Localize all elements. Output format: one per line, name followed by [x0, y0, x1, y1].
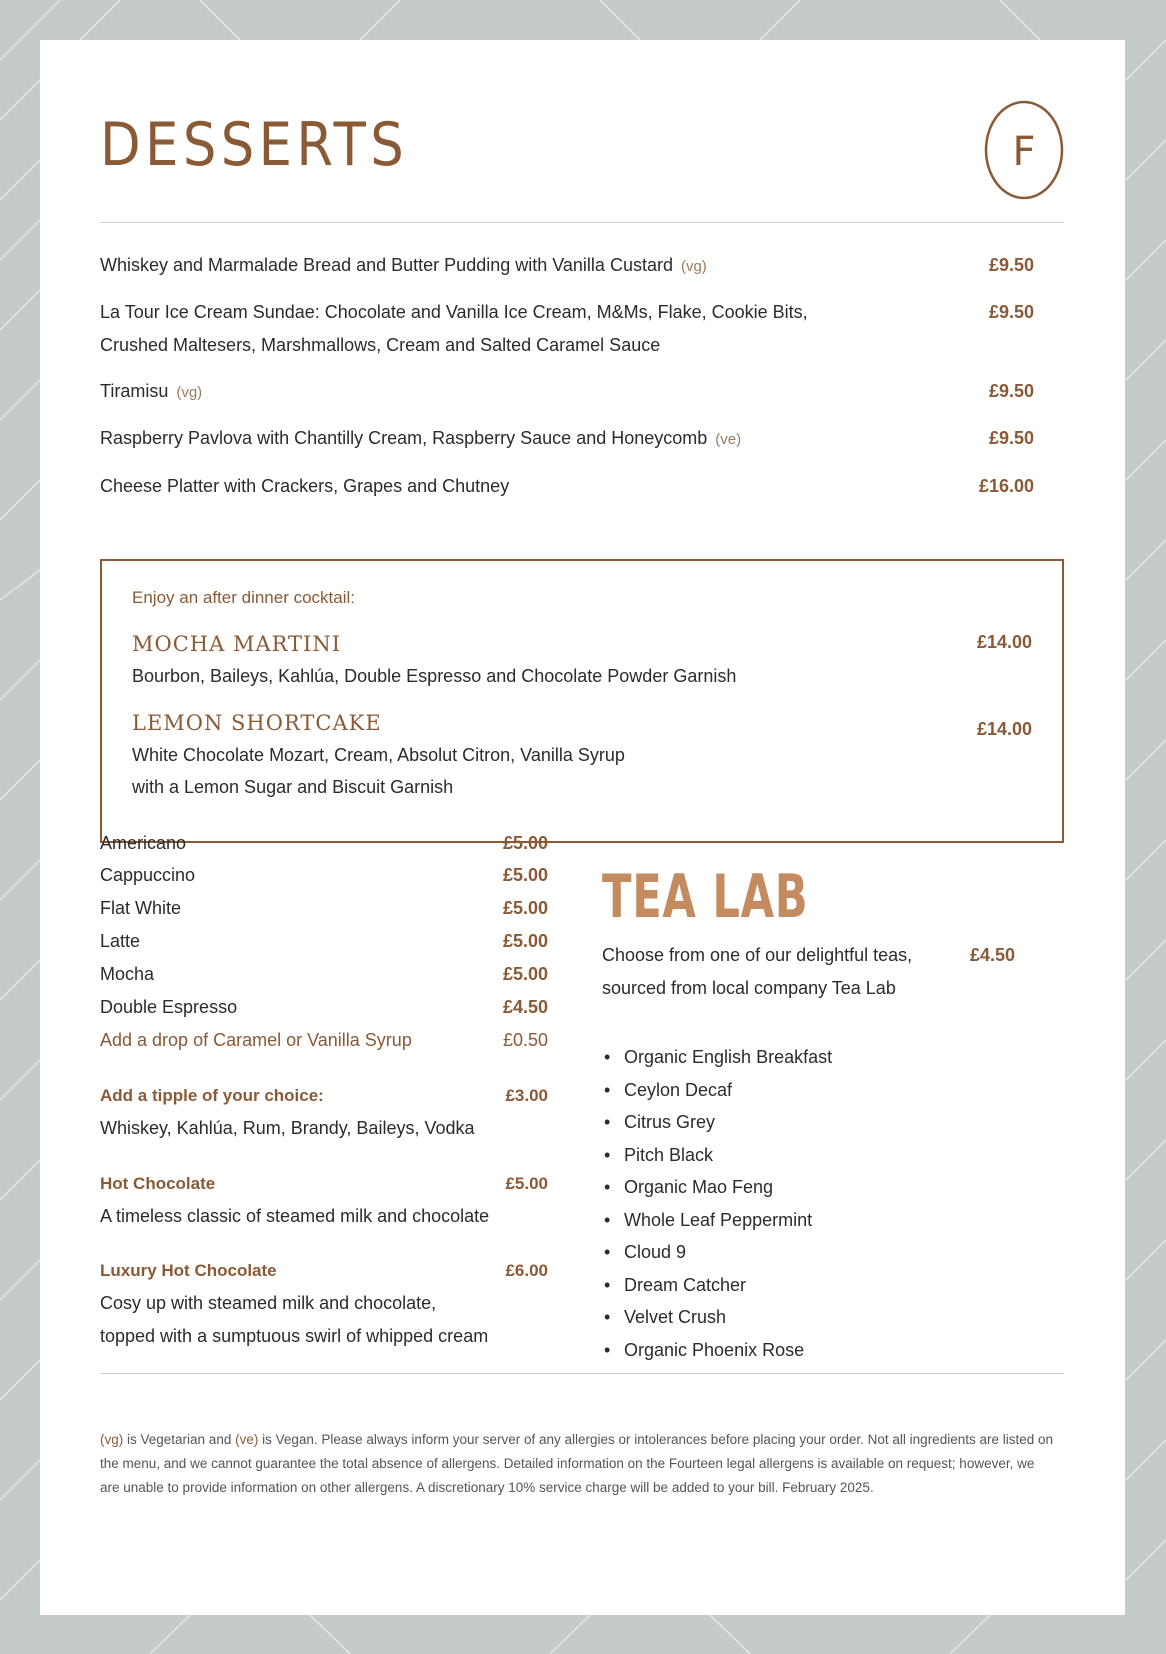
tea-item: • Ceylon Decaf: [602, 1074, 832, 1107]
dessert-price: £9.50: [988, 255, 1034, 275]
tea-price: £4.50: [970, 945, 1016, 965]
cocktail-intro: Enjoy an after dinner cocktail:: [132, 588, 356, 607]
dessert-price: £9.50: [988, 381, 1034, 401]
logo-letter: F: [1012, 129, 1036, 175]
luxury-hot-chocolate-desc-line2: topped with a sumptuous swirl of whipped cream: [100, 1326, 489, 1346]
diet-tag: (ve): [715, 431, 742, 448]
dessert-item: [100, 470, 1064, 503]
cocktail-price: £14.00: [976, 632, 1032, 652]
tipple-heading: Add a tipple of your choice: £3.00: [100, 1086, 548, 1105]
dessert-item: [100, 422, 1064, 456]
tipple-desc: Whiskey, Kahlúa, Rum, Brandy, Baileys, Vodka: [100, 1118, 475, 1138]
dessert-price: £16.00: [978, 476, 1034, 496]
page-title: DESSERTS: [100, 110, 409, 180]
luxury-hot-chocolate-desc: Cosy up with steamed milk and chocolate,: [100, 1293, 437, 1313]
divider-bottom: [100, 1373, 1064, 1374]
dessert-name-line2: Crushed Maltesers, Marshmallows, Cream and Salted Caramel Sauce: [100, 335, 661, 355]
tea-item: • Organic Phoenix Rose: [602, 1334, 832, 1367]
dessert-price: £9.50: [988, 428, 1034, 448]
tea-item: • Citrus Grey: [602, 1106, 832, 1139]
dessert-item: [100, 375, 1064, 409]
cocktail-desc: Bourbon, Baileys, Kahlúa, Double Espresso and Chocolate Powder Garnish: [132, 666, 737, 686]
hot-chocolate-heading: Hot Chocolate £5.00: [100, 1174, 548, 1193]
dessert-item: [100, 249, 1064, 283]
tea-item: • Pitch Black: [602, 1139, 832, 1172]
dessert-item: [100, 296, 1064, 362]
coffee-item: Latte £5.00: [100, 931, 548, 951]
syrup-addon: Add a drop of Caramel or Vanilla Syrup £0.50: [100, 1030, 548, 1050]
coffee-item: Mocha £5.00: [100, 964, 548, 984]
coffee-item: Cappuccino £5.00: [100, 865, 548, 885]
diet-tag: (vg): [680, 258, 707, 275]
tea-item: • Organic English Breakfast: [602, 1041, 832, 1074]
diet-tag: (vg): [176, 384, 203, 401]
divider-top: [100, 222, 1064, 223]
logo-icon: [983, 99, 1065, 201]
menu-content: [40, 40, 1125, 1615]
allergen-footnote: (vg) is Vegetarian and (ve) is Vegan. Please always inform your server of any allergies or intolerances before placing your order. Not all ingredients are listed on the menu, and we cannot guarantee the total absence of allergens. Detailed information on the Fourteen legal allergens is available on request; however, we are unable to provide information on other allergens. A discretionary 10% service charge will be added to your bill. February 2025.: [100, 1432, 1054, 1495]
dessert-price: £9.50: [988, 302, 1034, 322]
dessert-name: Cheese Platter with Crackers, Grapes and Chutney: [100, 476, 510, 496]
cocktail-desc: White Chocolate Mozart, Cream, Absolut Citron, Vanilla Syrup: [132, 745, 625, 765]
dessert-name: Raspberry Pavlova with Chantilly Cream, Raspberry Sauce and Honeycomb: [100, 428, 708, 448]
coffee-item: Flat White £5.00: [100, 898, 548, 918]
dessert-name: Tiramisu: [100, 381, 169, 401]
coffee-item: Americano £5.00: [100, 833, 548, 853]
dessert-name: Whiskey and Marmalade Bread and Butter Pudding with Vanilla Custard: [100, 255, 673, 275]
coffee-item: Double Espresso £4.50: [100, 997, 548, 1017]
hot-chocolate-desc: A timeless classic of steamed milk and chocolate: [100, 1206, 490, 1226]
tea-lab-title: TEA LAB: [602, 862, 809, 932]
tea-intro: Choose from one of our delightful teas, sourced from local company Tea Lab: [602, 945, 913, 998]
tea-item: • Dream Catcher: [602, 1269, 832, 1302]
tea-item: • Cloud 9: [602, 1236, 832, 1269]
tea-list: [602, 1041, 832, 1366]
cocktail-price: £14.00: [976, 719, 1032, 739]
cocktail-desc-line2: with a Lemon Sugar and Biscuit Garnish: [132, 777, 454, 797]
tea-item: • Whole Leaf Peppermint: [602, 1204, 832, 1237]
luxury-hot-chocolate-heading: Luxury Hot Chocolate £6.00: [100, 1261, 548, 1280]
dessert-name: La Tour Ice Cream Sundae: Chocolate and Vanilla Ice Cream, M&Ms, Flake, Cookie Bits,: [100, 302, 808, 322]
cocktail-name: MOCHA MARTINI: [132, 632, 342, 656]
tea-item: • Velvet Crush: [602, 1301, 832, 1334]
tea-item: • Organic Mao Feng: [602, 1171, 832, 1204]
cocktail-name: LEMON SHORTCAKE: [132, 711, 382, 735]
cocktail-box: [100, 559, 1064, 843]
